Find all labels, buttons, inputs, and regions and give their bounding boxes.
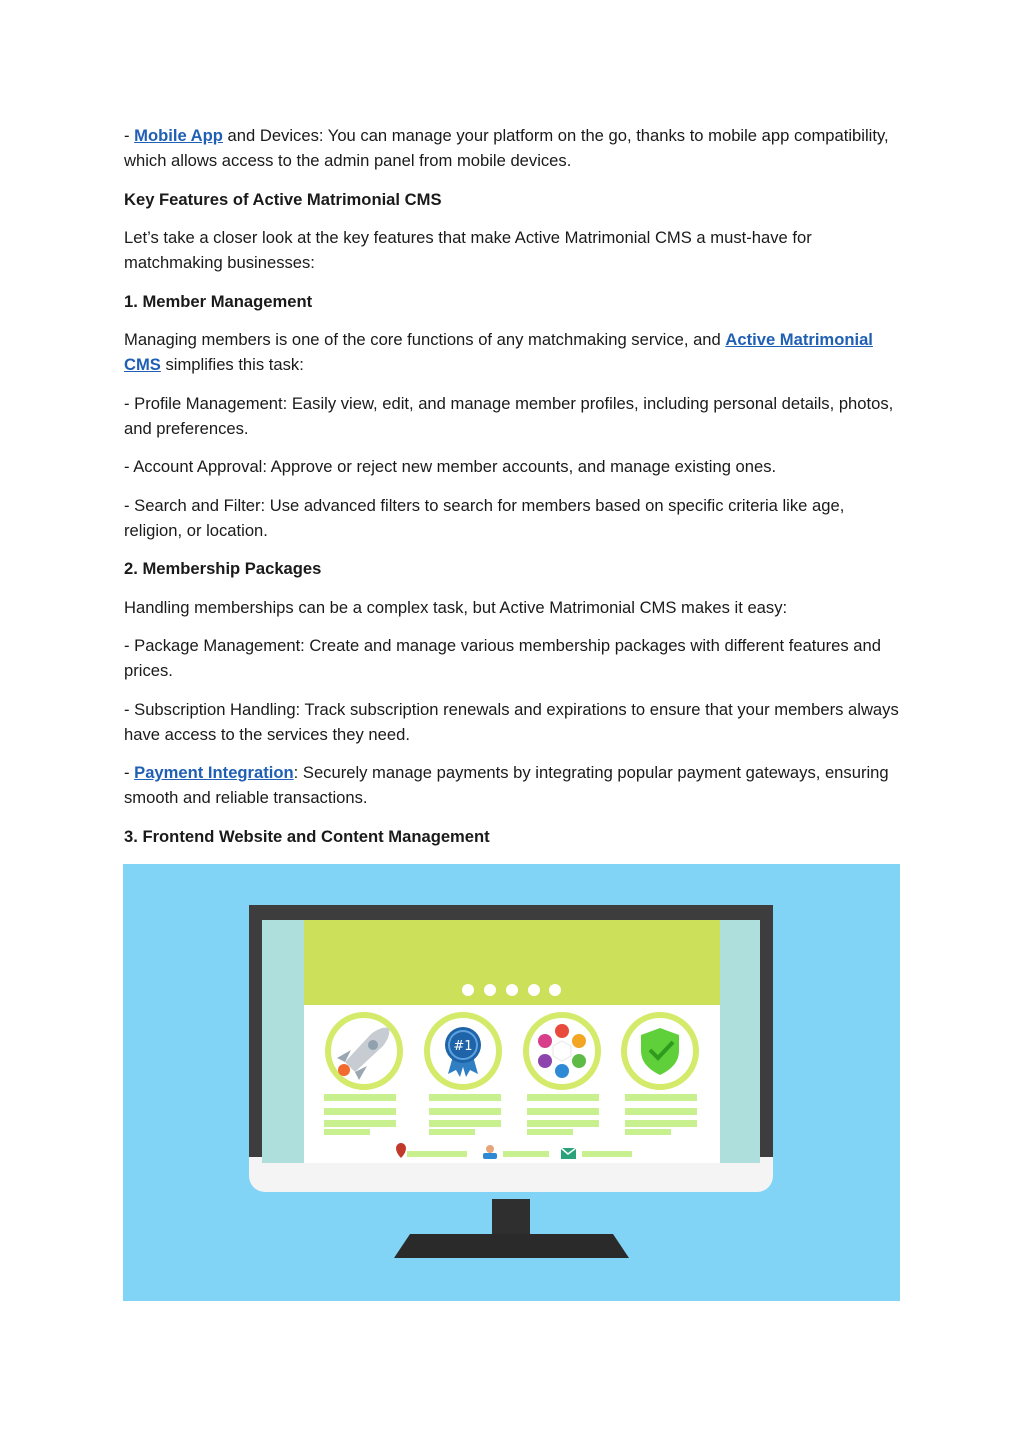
member-management-heading: 1. Member Management: [124, 291, 313, 311]
payment-integration-item: [124, 760, 904, 810]
key-features-heading: Key Features of Active Matrimonial CMS: [124, 189, 442, 209]
monitor-illustration: [123, 864, 900, 1301]
paragraph-mobile-app: [124, 123, 904, 173]
membership-packages-heading: 2. Membership Packages: [124, 559, 322, 578]
monitor-screen: [262, 920, 760, 1163]
payment-integration-link[interactable]: Payment Integration: [134, 763, 294, 782]
package-management-item: - Package Management: Create and manage various membership packages with different features and prices.: [124, 636, 881, 680]
mobile-app-link[interactable]: Mobile App: [134, 126, 223, 145]
list-dash: -: [124, 763, 135, 782]
award-ribbon-icon: [427, 1015, 499, 1087]
account-approval-item: - Account Approval: Approve or reject new member accounts, and manage existing ones.: [124, 457, 777, 476]
people-circle-icon: [526, 1015, 598, 1087]
intro-paragraph: Let’s take a closer look at the key features that make Active Matrimonial CMS a must-have for matchmaking businesses:: [124, 228, 812, 272]
profile-management-item: - Profile Management: Easily view, edit, and manage member profiles, including personal details, photos, and preferences.: [124, 393, 894, 438]
paragraph-text: Managing members is one of the core functions of any matchmaking service, and: [124, 330, 726, 349]
paragraph-text: and Devices: You can manage your platform on the go, thanks to mobile app compatibility, which allows access to the admin panel from mobile devices.: [124, 126, 889, 170]
mail-icon: [561, 1148, 576, 1159]
shield-check-icon: [624, 1015, 696, 1087]
subscription-handling-item: - Subscription Handling: Track subscription renewals and expirations to ensure that your members always have access to the services they need.: [124, 699, 899, 744]
monitor-graphic: [123, 864, 900, 1301]
list-dash: -: [124, 126, 135, 145]
paragraph-text: : Securely manage payments by integrating popular payment gateways, ensuring smooth and reliable transactions.: [124, 763, 889, 807]
badge-number: #1: [453, 1039, 473, 1054]
member-management-paragraph: [124, 327, 904, 377]
active-matrimonial-cms-link[interactable]: Active Matrimonial CMS: [124, 330, 873, 374]
paragraph-text: simplifies this task:: [160, 355, 304, 374]
search-filter-item: - Search and Filter: Use advanced filters to search for members based on specific criteria like age, religion, or location.: [124, 495, 845, 540]
frontend-website-heading: 3. Frontend Website and Content Management: [124, 826, 490, 846]
article-body: [124, 123, 904, 862]
rocket-icon: [328, 1015, 400, 1087]
packages-intro-paragraph: Handling memberships can be a complex task, but Active Matrimonial CMS makes it easy:: [124, 597, 788, 617]
